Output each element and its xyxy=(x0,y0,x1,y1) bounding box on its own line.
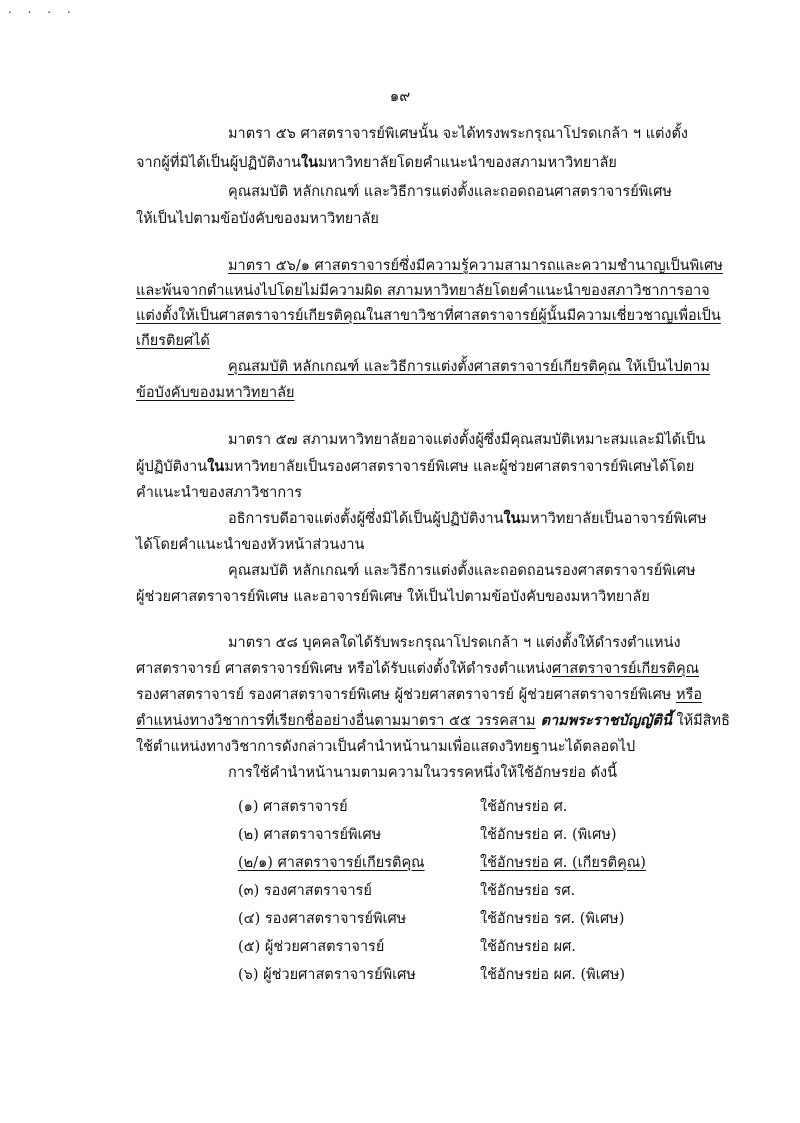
abbr-title: (๕) ผู้ช่วยศาสตราจารย์ xyxy=(238,939,385,955)
text-run: ให้มีสิทธิ xyxy=(671,713,730,729)
abbr-title: (๒/๑) ศาสตราจารย์เกียรติคุณ xyxy=(238,855,425,871)
text-run: ผู้ปฏิบัติงาน xyxy=(136,459,208,475)
section-56-line-2 xyxy=(136,153,617,173)
section-56-1-line-2: และพ้นจากตำแหน่งไปโดยไม่มีความผิด สภามหาวิทยาลัยโดยคำแนะนำของสภาวิชาการอาจ xyxy=(136,283,710,299)
section-56-line-4: ให้เป็นไปตามข้อบังคับของมหาวิทยาลัย xyxy=(136,211,379,227)
text-run: อธิการบดีอาจแต่งตั้งผู้ซึ่งมิได้เป็นผู้ปฏิบัติงาน xyxy=(228,511,504,527)
section-56-line-1: มาตรา ๕๖ ศาสตราจารย์พิเศษนั้น จะได้ทรงพระกรุณาโปรดเกล้า ฯ แต่งตั้ง xyxy=(228,126,688,142)
section-57-line-4 xyxy=(228,509,707,529)
section-58-line-3 xyxy=(136,685,702,705)
section-57-line-6: คุณสมบัติ หลักเกณฑ์ และวิธีการแต่งตั้งและถอดถอนรองศาสตราจารย์พิเศษ xyxy=(228,563,696,579)
scan-corner-marks: . . . . xyxy=(8,2,77,16)
text-run: มหาวิทยาลัยเป็นอาจารย์พิเศษ xyxy=(520,511,707,527)
page-number: ๑๙ xyxy=(389,87,411,105)
section-58-line-5: ใช้ตำแหน่งทางวิชาการดังกล่าวเป็นคำนำหน้านามเพื่อแสดงวิทยฐานะได้ตลอดไป xyxy=(136,739,636,755)
abbr-title: (๖) ผู้ช่วยศาสตราจารย์พิเศษ xyxy=(238,967,416,983)
abbr-title: (๓) รองศาสตราจารย์ xyxy=(238,883,372,899)
inserted-word: ใน xyxy=(301,154,319,171)
section-56-1-line-3: แต่งตั้งให้เป็นศาสตราจารย์เกียรติคุณในสาขาวิชาที่ศาสตราจารย์ผู้นั้นมีความเชี่ยวชาญเพื่อเป็น xyxy=(136,308,721,324)
text-run: จากผู้ที่มิได้เป็นผู้ปฏิบัติงาน xyxy=(136,155,302,171)
abbr-title: (๒) ศาสตราจารย์พิเศษ xyxy=(238,827,382,843)
section-58-line-6: การใช้คำนำหน้านามตามความในวรรคหนึ่งให้ใช้อักษรย่อ ดังนี้ xyxy=(228,765,617,781)
abbr-value: ใช้อักษรย่อ ศ. (พิเศษ) xyxy=(480,827,617,843)
inserted-word: ใน xyxy=(207,458,225,475)
section-58-line-1: มาตรา ๕๘ บุคคลใดได้รับพระกรุณาโปรดเกล้า ฯ แต่งตั้งให้ดำรงตำแหน่ง xyxy=(228,635,681,651)
text-run: มหาวิทยาลัยโดยคำแนะนำของสภามหาวิทยาลัย xyxy=(318,155,617,171)
abbr-value: ใช้อักษรย่อ รศ. (พิเศษ) xyxy=(480,911,625,927)
amended-text: หรือ xyxy=(675,687,703,703)
abbr-value: ใช้อักษรย่อ ผศ. xyxy=(480,939,576,955)
text-run: มหาวิทยาลัยเป็นรองศาสตราจารย์พิเศษ และผู้ช่วยศาสตราจารย์พิเศษได้โดย xyxy=(224,459,695,475)
emphasized-text: ตามพระราชบัญญัตินี้ xyxy=(535,712,672,729)
section-57-line-3: คำแนะนำของสภาวิชาการ xyxy=(136,485,303,501)
text-run: ศาสตราจารย์ ศาสตราจารย์พิเศษ หรือได้รับแต่งตั้งให้ดำรงตำแหน่ง xyxy=(136,661,553,677)
section-56-1-line-6: ข้อบังคับของมหาวิทยาลัย xyxy=(136,385,295,401)
section-57-line-1: มาตรา ๕๗ สภามหาวิทยาลัยอาจแต่งตั้งผู้ซึ่งมีคุณสมบัติเหมาะสมและมิได้เป็น xyxy=(228,432,706,448)
amended-text: ตำแหน่งทางวิชาการที่เรียกชื่ออย่างอื่นตามมาตรา ๕๕ วรรคสาม xyxy=(136,713,536,729)
section-56-1-line-5: คุณสมบัติ หลักเกณฑ์ และวิธีการแต่งตั้งศาสตราจารย์เกียรติคุณ ให้เป็นไปตาม xyxy=(228,359,710,375)
section-56-1-line-1: มาตรา ๕๖/๑ ศาสตราจารย์ซึ่งมีความรู้ความสามารถและความชำนาญเป็นพิเศษ xyxy=(228,258,723,274)
abbr-value: ใช้อักษรย่อ ผศ. (พิเศษ) xyxy=(480,967,626,983)
inserted-word: ใน xyxy=(503,510,521,527)
section-58-line-4 xyxy=(136,711,730,731)
abbr-value: ใช้อักษรย่อ ศ. (เกียรติคุณ) xyxy=(480,855,646,871)
abbr-value: ใช้อักษรย่อ รศ. xyxy=(480,883,576,899)
section-56-line-3: คุณสมบัติ หลักเกณฑ์ และวิธีการแต่งตั้งและถอดถอนศาสตราจารย์พิเศษ xyxy=(228,184,672,200)
text-run: รองศาสตราจารย์ รองศาสตราจารย์พิเศษ ผู้ช่วยศาสตราจารย์ ผู้ช่วยศาสตราจารย์พิเศษ xyxy=(136,687,676,703)
section-56-1-line-4: เกียรติยศได้ xyxy=(136,333,210,349)
abbr-title: (๔) รองศาสตราจารย์พิเศษ xyxy=(238,911,407,927)
section-57-line-2 xyxy=(136,457,694,477)
section-57-line-7: ผู้ช่วยศาสตราจารย์พิเศษ และอาจารย์พิเศษ ให้เป็นไปตามข้อบังคับของมหาวิทยาลัย xyxy=(136,589,650,605)
section-57-line-5: ได้โดยคำแนะนำของหัวหน้าส่วนงาน xyxy=(136,537,365,553)
section-58-line-2 xyxy=(136,659,699,679)
amended-text: ศาสตราจารย์เกียรติคุณ xyxy=(552,661,700,677)
abbr-title: (๑) ศาสตราจารย์ xyxy=(238,799,348,815)
abbr-value: ใช้อักษรย่อ ศ. xyxy=(480,799,568,815)
